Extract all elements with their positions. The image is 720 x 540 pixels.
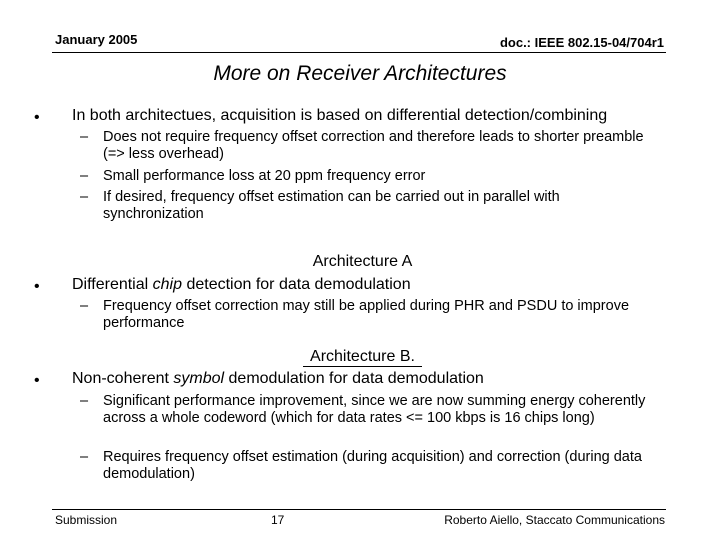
footer-rule xyxy=(52,509,666,510)
section1-dash-3: – xyxy=(80,189,89,205)
footer-submission: Submission xyxy=(55,513,118,527)
section2-text xyxy=(72,276,411,294)
footer-page-number: 17 xyxy=(271,513,285,527)
section1-sub-1: Does not require frequency offset correction and therefore leads to shorter preamble (=> less overhead) xyxy=(103,129,644,162)
footer-author: Roberto Aiello, Staccato Communications xyxy=(444,513,665,527)
section2-text-emphasis: chip xyxy=(152,276,182,293)
section1-dash-1: – xyxy=(80,129,89,145)
header-doc-id: doc.: IEEE 802.15-04/704r1 xyxy=(499,35,664,50)
section1-sub-3: If desired, frequency offset estimation can be carried out in parallel with synchronization xyxy=(103,189,560,222)
section3-text-post: demodulation for data demodulation xyxy=(224,370,484,387)
header-date: January 2005 xyxy=(55,32,138,47)
section3-sub-1: Significant performance improvement, since we are now summing energy coherently across a whole codeword (which for data rates <= 100 kbps is 16 chips long) xyxy=(103,393,646,426)
section3-sub-2: Requires frequency offset estimation (during acquisition) and correction (during data demodulation) xyxy=(103,449,642,482)
section2-sub-1: Frequency offset correction may still be applied during PHR and PSDU to improve performance xyxy=(103,298,630,331)
header-rule xyxy=(52,52,666,53)
section3-dash-1: – xyxy=(80,393,89,409)
section1-text: In both architectues, acquisition is based on differential detection/combining xyxy=(72,107,608,124)
section1-sub-2: Small performance loss at 20 ppm frequency error xyxy=(103,168,426,184)
bullet-2: • xyxy=(34,278,40,295)
section2-text-pre: Differential xyxy=(72,276,153,293)
section2-text-post: detection for data demodulation xyxy=(182,276,411,293)
architecture-a-heading: Architecture A xyxy=(312,253,413,270)
bullet-1: • xyxy=(34,109,40,126)
architecture-b-heading: Architecture B. xyxy=(310,348,415,365)
architecture-b-underline xyxy=(303,366,422,367)
section3-dash-2: – xyxy=(80,449,89,465)
section3-text xyxy=(72,370,484,388)
section3-text-emphasis: symbol xyxy=(173,370,225,387)
slide-title: More on Receiver Architectures xyxy=(213,62,507,85)
bullet-3: • xyxy=(34,372,40,389)
section1-dash-2: – xyxy=(80,168,89,184)
section3-text-pre: Non-coherent xyxy=(72,370,174,387)
section2-dash-1: – xyxy=(80,298,89,314)
